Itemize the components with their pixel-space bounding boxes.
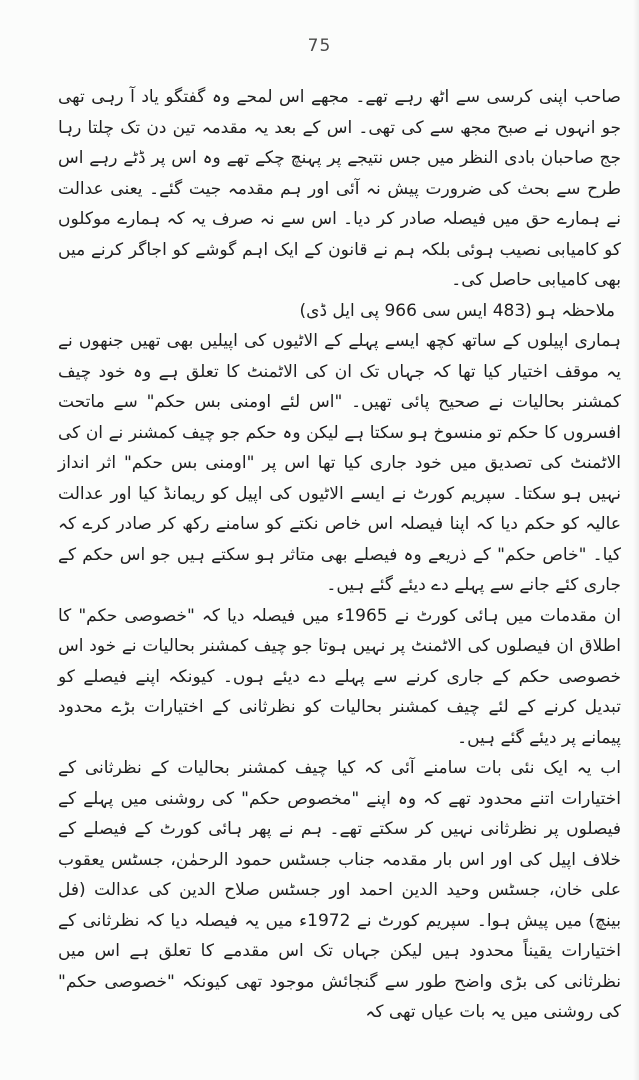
page-number: 75 — [307, 36, 332, 56]
page-edge-shadow — [633, 0, 639, 1080]
page-body — [58, 82, 621, 1028]
paragraph-2: ہماری اپیلوں کے ساتھ کچھ ایسے پہلے کے الاٹیوں کی اپیلیں بھی تھیں جنھوں نے یہ موقف اختیار کیا تھا کہ جہاں تک ان کی الاٹمنٹ کا تعلق ہے وہ خود چیف کمشنر بحالیات نے صحیح پائی تھیں۔ "اس لئے اومنی بس حکم" سے ماتحت افسروں کا حکم تو منسوخ ہو سکتا ہے لیکن وہ حکم جو چیف کمشنر نے ان کی الاٹمنٹ کی تصدیق میں خود جاری کیا تھا اس پر "اومنی بس حکم" اثر انداز نہیں ہو سکتا۔ سپریم کورٹ نے ایسے الاٹیوں کی اپیل کو ریمانڈ کیا اور عدالت عالیہ کو حکم دیا کہ اپنا فیصلہ اس خاص نکتے کو سامنے رکھ کر صادر کرے کہ کیا۔ "خاص حکم" کے ذریعے وہ فیصلے بھی متاثر ہو سکتے ہیں جو اس حکم کے جاری کئے جانے سے پہلے دے دیئے گئے ہیں۔ — [58, 331, 621, 595]
paragraph-3: ان مقدمات میں ہائی کورٹ نے 1965ء میں فیصلہ دیا کہ "خصوصی حکم" کا اطلاق ان فیصلوں کی الاٹمنٹ پر نہیں ہوتا جو چیف کمشنر بحالیات نے خود اس خصوصی حکم کے جاری کرنے سے پہلے دے دیئے ہوں۔ کیونکہ اپنے فیصلے کو تبدیل کرنے کے لئے چیف کمشنر بحالیات کو نظرثانی کے اختیارات بڑے محدود پیمانے پر دیئے گئے ہیں۔ — [58, 605, 621, 748]
paragraph-1: صاحب اپنی کرسی سے اٹھ رہے تھے۔ مجھے اس لمحے وہ گفتگو یاد آ رہی تھی جو انہوں نے صبح مجھ سے کی تھی۔ اس کے بعد یہ مقدمہ تین دن تک چلتا رہا جج صاحبان بادی النظر میں جس نتیجے پر پہنچ چکے تھے وہ اس پر ڈٹے رہے اس طرح سے بحث کی ضرورت پیش نہ آئی اور ہم مقدمہ جیت گئے۔ یعنی عدالت نے ہمارے حق میں فیصلہ صادر کر دیا۔ اس سے نہ صرف یہ کہ ہمارے موکلوں کو کامیابی نصیب ہوئی بلکہ ہم نے قانون کے ایک اہم گوشے کو اجاگر کرنے میں بھی کامیابی حاصل کی۔ — [58, 87, 621, 290]
paragraph-4: اب یہ ایک نئی بات سامنے آئی کہ کیا چیف کمشنر بحالیات کے نظرثانی کے اختیارات اتنے محدود تھے کہ وہ اپنے "مخصوص حکم" کی روشنی میں پہلے کے فیصلوں پر نظرثانی نہیں کر سکتے تھے۔ ہم نے پھر ہائی کورٹ کے فیصلے کے خلاف اپیل کی اور اس بار مقدمہ جناب جسٹس حمود الرحمٰن، جسٹس یعقوب علی خان، جسٹس وحید الدین احمد اور جسٹس صلاح الدین کی عدالت (فل بینچ) میں پیش ہوا۔ سپریم کورٹ نے 1972ء میں یہ فیصلہ دیا کہ نظرثانی کے اختیارات یقیناً محدود ہیں لیکن جہاں تک اس مقدمے کا تعلق ہے اس میں نظرثانی کی بڑی واضح طور سے گنجائش موجود تھی کیونکہ "خصوصی حکم" کی روشنی میں یہ بات عیاں تھی کہ — [58, 758, 621, 1022]
citation-line: ملاحظہ ہو (483 ایس سی 966 پی ایل ڈی) — [299, 300, 615, 321]
